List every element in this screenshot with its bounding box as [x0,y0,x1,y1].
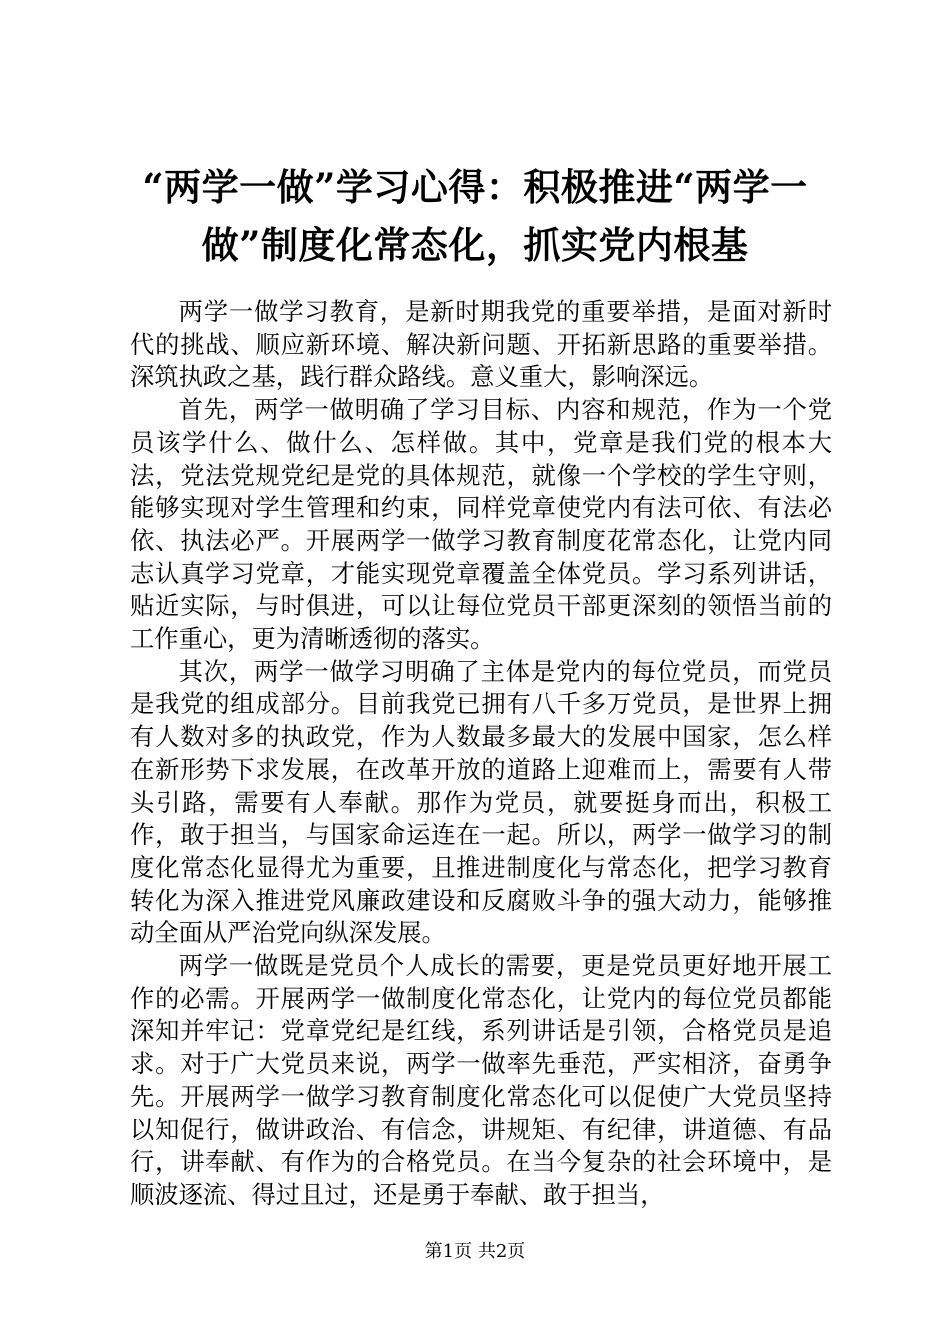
paragraph-first: 首先，两学一做明确了学习目标、内容和规范，作为一个党员该学什么、做什么、怎样做。其中，党章是我们党的根本大法，党法党规党纪是党的具体规范，就像一个学校的学生守则，能够实现对学生管理和约束，同样党章使党内有法可依、有法必依、执法必严。开展两学一做学习教育制度花常态化，让党内同志认真学习党章，才能实现党章覆盖全体党员。学习系列讲话，贴近实际，与时俱进，可以让每位党员干部更深刻的领悟当前的工作重心，更为清晰透彻的落实。 [130,395,832,654]
page-title [115,158,835,274]
document-body [130,296,832,1212]
paragraph-third: 两学一做既是党员个人成长的需要，更是党员更好地开展工作的必需。开展两学一做制度化常态化，让党内的每位党员都能深知并牢记：党章党纪是红线，系列讲话是引领，合格党员是追求。对于广大党员来说，两学一做率先垂范，严实相济，奋勇争先。开展两学一做学习教育制度化常态化可以促使广大党员坚持以知促行，做讲政治、有信念，讲规矩、有纪律，讲道德、有品行，讲奉献、有作为的合格党员。在当今复杂的社会环境中，是顺波逐流、得过且过，还是勇于奉献、敢于担当， [130,951,832,1209]
title-line-1: “两学一做”学习心得：积极推进“两学一 [142,165,808,209]
paragraph-intro: 两学一做学习教育，是新时期我党的重要举措，是面对新时代的挑战、顺应新环境、解决新问题、开拓新思路的重要举措。深筑执政之基，践行群众路线。意义重大，影响深远。 [130,297,832,392]
page-number-footer: 第1页 共2页 [424,1241,526,1262]
paragraph-second: 其次，两学一做学习明确了主体是党内的每位党员，而党员是我党的组成部分。目前我党已拥有八千多万党员，是世界上拥有人数对多的执政党，作为人数最多最大的发展中国家，怎么样在新形势下求发展，在改革开放的道路上迎难而上，需要有人带头引路，需要有人奉献。那作为党员，就要挺身而出，积极工作，敢于担当，与国家命运连在一起。所以，两学一做学习的制度化常态化显得尤为重要，且推进制度化与常态化，把学习教育转化为深入推进党风廉政建设和反腐败斗争的强大动力，能够推动全面从严治党向纵深发展。 [130,656,832,948]
title-line-2: 做”制度化常态化，抓实党内根基 [201,223,749,267]
